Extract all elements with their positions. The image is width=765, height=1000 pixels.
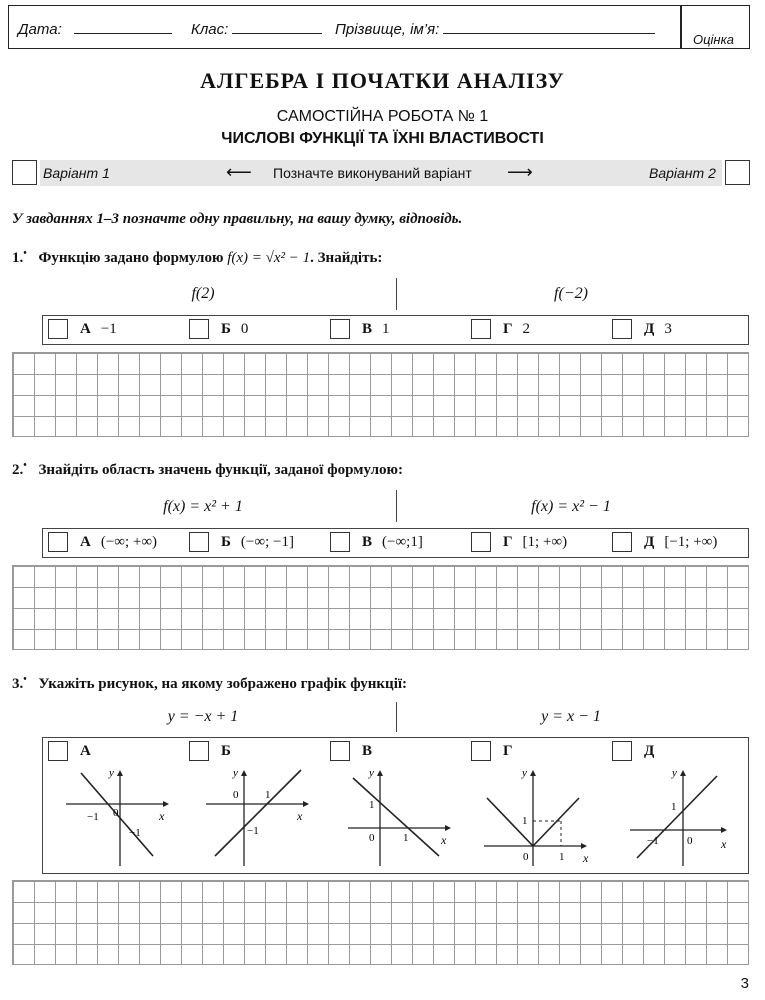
checkbox[interactable] bbox=[48, 319, 68, 339]
question-2-number: 2. bbox=[12, 462, 24, 478]
arrow-left-icon: ⟵ bbox=[226, 162, 252, 182]
option-letter: В bbox=[362, 320, 373, 337]
checkbox[interactable] bbox=[471, 532, 491, 552]
x-arrow-icon bbox=[303, 801, 309, 807]
y-arrow-icon bbox=[377, 770, 383, 776]
tick-label: 1 bbox=[265, 789, 271, 801]
question-1-text-after: . Знайдіть: bbox=[310, 250, 383, 266]
option-letter: В bbox=[362, 533, 373, 550]
q1-option-e[interactable] bbox=[612, 319, 672, 339]
option-letter: Б bbox=[221, 742, 231, 759]
q3-option-d[interactable] bbox=[471, 741, 523, 761]
tick-label: −1 bbox=[247, 825, 259, 837]
origin-label: 0 bbox=[369, 832, 375, 844]
class-line bbox=[232, 20, 322, 34]
topic-title: ЧИСЛОВІ ФУНКЦІЇ ТА ЇХНІ ВЛАСТИВОСТІ bbox=[221, 130, 544, 147]
option-value: 1 bbox=[382, 320, 390, 337]
graph-line bbox=[215, 770, 301, 856]
origin-label: 0 bbox=[523, 851, 529, 863]
arrow-right-icon: ⟶ bbox=[507, 162, 533, 182]
question-3 bbox=[12, 674, 407, 693]
work-subtitle: САМОСТІЙНА РОБОТА № 1 bbox=[276, 108, 489, 125]
question-2 bbox=[12, 460, 403, 479]
option-letter: Б bbox=[221, 320, 231, 337]
checkbox[interactable] bbox=[612, 741, 632, 761]
question-3-text: Укажіть рисунок, на якому зображено графік функції: bbox=[38, 676, 408, 692]
graph-d bbox=[479, 768, 599, 868]
q3-variant-2-task: y = x − 1 bbox=[541, 708, 601, 725]
checkbox[interactable] bbox=[471, 741, 491, 761]
graph-b bbox=[201, 768, 311, 868]
graph-a bbox=[61, 768, 171, 868]
tick-label: 1 bbox=[522, 815, 528, 827]
tick-label: 1 bbox=[403, 832, 409, 844]
q2-variant-2-task: f(x) = x² − 1 bbox=[531, 498, 611, 515]
instruction-text: У завданнях 1–3 позначте одну правильну, на вашу думку, відповідь. bbox=[12, 211, 463, 227]
q3-option-b[interactable] bbox=[189, 741, 241, 761]
x-label: x bbox=[297, 809, 303, 823]
graph-e bbox=[625, 768, 735, 868]
difficulty-star-icon: • bbox=[23, 460, 27, 471]
variant-2-label: Варіант 2 bbox=[649, 165, 716, 181]
y-label: y bbox=[369, 768, 374, 779]
option-letter: А bbox=[80, 742, 91, 759]
name-field[interactable] bbox=[335, 20, 655, 38]
q1-answer-box bbox=[42, 315, 749, 345]
y-arrow-icon bbox=[530, 770, 536, 776]
option-value: 2 bbox=[522, 320, 531, 337]
y-label: y bbox=[109, 768, 114, 779]
question-1-formula: f(x) = √x² − 1 bbox=[227, 250, 311, 266]
option-letter: А bbox=[80, 533, 91, 550]
q3-option-e[interactable] bbox=[612, 741, 664, 761]
header-box bbox=[8, 5, 750, 49]
option-letter: Д bbox=[644, 742, 655, 759]
q2-option-a[interactable] bbox=[48, 532, 157, 552]
tick-label: 1 bbox=[369, 799, 375, 811]
header-divider bbox=[680, 6, 682, 48]
question-1-number: 1. bbox=[12, 250, 24, 266]
x-label: x bbox=[583, 851, 589, 865]
graph-line bbox=[353, 778, 439, 856]
question-2-text: Знайдіть область значень функції, заданої формулою: bbox=[38, 462, 403, 478]
q1-variant-1-task: f(2) bbox=[191, 285, 215, 302]
checkbox[interactable] bbox=[189, 741, 209, 761]
date-field[interactable] bbox=[18, 20, 172, 38]
checkbox[interactable] bbox=[48, 532, 68, 552]
y-label: y bbox=[522, 768, 527, 779]
tick-label: 1 bbox=[671, 801, 677, 813]
q2-variant-1-task: f(x) = x² + 1 bbox=[163, 498, 243, 515]
x-label: x bbox=[159, 809, 165, 823]
checkbox[interactable] bbox=[330, 741, 350, 761]
option-value: (−∞; −1] bbox=[240, 533, 294, 550]
q1-option-a[interactable] bbox=[48, 319, 117, 339]
option-letter: Д bbox=[644, 320, 655, 337]
checkbox[interactable] bbox=[189, 532, 209, 552]
y-arrow-icon bbox=[117, 770, 123, 776]
graph-c bbox=[343, 768, 453, 868]
option-letter: Г bbox=[503, 533, 513, 550]
option-letter: В bbox=[362, 742, 373, 759]
option-letter: Г bbox=[503, 742, 513, 759]
option-value: [1; +∞) bbox=[522, 533, 568, 550]
y-arrow-icon bbox=[680, 770, 686, 776]
q2-option-d[interactable] bbox=[471, 532, 567, 552]
q2-option-c[interactable] bbox=[330, 532, 423, 552]
page-title: АЛГЕБРА І ПОЧАТКИ АНАЛІЗУ bbox=[200, 68, 565, 93]
question-1-text: Функцію задано формулою bbox=[38, 250, 228, 266]
checkbox[interactable] bbox=[330, 532, 350, 552]
name-line bbox=[443, 20, 655, 34]
grade-label: Оцінка bbox=[693, 32, 734, 47]
y-label: y bbox=[233, 768, 238, 779]
origin-label: 0 bbox=[113, 807, 119, 819]
checkbox[interactable] bbox=[612, 319, 632, 339]
x-arrow-icon bbox=[581, 843, 587, 849]
option-value: −1 bbox=[100, 320, 117, 337]
option-letter: Г bbox=[503, 320, 513, 337]
variant-1-label: Варіант 1 bbox=[43, 165, 110, 181]
tick-label: −1 bbox=[129, 827, 141, 839]
tick-label: 1 bbox=[559, 851, 565, 863]
date-label: Дата: bbox=[18, 21, 62, 38]
x-arrow-icon bbox=[721, 827, 727, 833]
name-label: Прізвище, ім’я: bbox=[335, 21, 440, 38]
class-field[interactable] bbox=[191, 20, 322, 38]
x-arrow-icon bbox=[445, 825, 451, 831]
q1-working-grid[interactable] bbox=[12, 352, 749, 437]
option-letter: Д bbox=[644, 533, 655, 550]
q2-working-grid[interactable] bbox=[12, 565, 749, 650]
checkbox[interactable] bbox=[471, 319, 491, 339]
checkbox[interactable] bbox=[189, 319, 209, 339]
q3-option-c[interactable] bbox=[330, 741, 382, 761]
option-letter: А bbox=[80, 320, 91, 337]
option-letter: Б bbox=[221, 533, 231, 550]
q3-option-a[interactable] bbox=[48, 741, 101, 761]
checkbox[interactable] bbox=[612, 532, 632, 552]
option-value: (−∞;1] bbox=[382, 533, 423, 550]
y-label: y bbox=[672, 768, 677, 779]
origin-label: 0 bbox=[687, 835, 693, 847]
q1-option-d[interactable] bbox=[471, 319, 530, 339]
q2-answer-box bbox=[42, 528, 749, 558]
option-value: [−1; +∞) bbox=[664, 533, 718, 550]
variant-2-checkbox[interactable] bbox=[725, 160, 750, 185]
q3-answer-box bbox=[42, 737, 749, 874]
question-1 bbox=[12, 248, 382, 267]
q1-option-b[interactable] bbox=[189, 319, 248, 339]
question-3-number: 3. bbox=[12, 676, 24, 692]
q1-option-c[interactable] bbox=[330, 319, 390, 339]
difficulty-star-icon: • bbox=[23, 248, 27, 259]
class-label: Клас: bbox=[191, 21, 229, 38]
q1-variant-2-task: f(−2) bbox=[554, 285, 588, 302]
date-line bbox=[74, 20, 172, 34]
page-number: 3 bbox=[740, 975, 749, 992]
variant-1-checkbox[interactable] bbox=[12, 160, 37, 185]
origin-label: 0 bbox=[233, 789, 239, 801]
x-arrow-icon bbox=[163, 801, 169, 807]
q2-option-e[interactable] bbox=[612, 532, 717, 552]
difficulty-star-icon: • bbox=[23, 674, 27, 685]
option-value: (−∞; +∞) bbox=[100, 533, 158, 550]
checkbox[interactable] bbox=[330, 319, 350, 339]
q2-option-b[interactable] bbox=[189, 532, 294, 552]
q3-variant-1-task: y = −x + 1 bbox=[167, 708, 239, 725]
variant-instruction: Позначте виконуваний варіант bbox=[273, 165, 472, 181]
checkbox[interactable] bbox=[48, 741, 68, 761]
tick-label: −1 bbox=[87, 811, 99, 823]
q3-working-grid[interactable] bbox=[12, 880, 749, 965]
y-arrow-icon bbox=[241, 770, 247, 776]
tick-label: −1 bbox=[647, 835, 659, 847]
x-label: x bbox=[721, 837, 727, 851]
option-value: 3 bbox=[664, 320, 672, 337]
option-value: 0 bbox=[240, 320, 249, 337]
x-label: x bbox=[441, 833, 447, 847]
